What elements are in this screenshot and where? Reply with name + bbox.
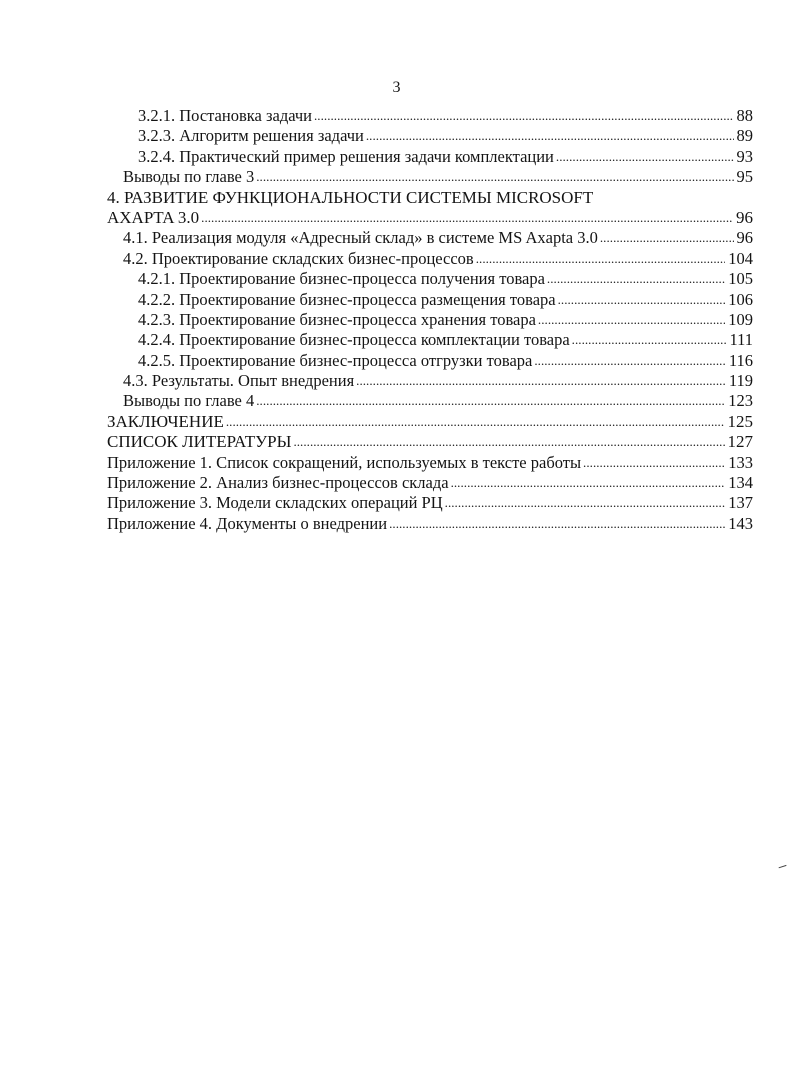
toc-leader-dots <box>389 517 725 530</box>
toc-entry-title: 3.2.4. Практический пример решения задачи комплектации <box>138 146 554 166</box>
toc-entry-row <box>107 432 753 452</box>
toc-entry-page: 143 <box>728 513 753 533</box>
toc-entry <box>0 228 793 248</box>
toc-entry <box>0 351 793 371</box>
toc-entry-row <box>138 351 753 371</box>
toc-entry <box>0 432 793 452</box>
toc-entry-row <box>107 208 753 228</box>
toc-entry <box>0 208 793 228</box>
toc-leader-dots <box>366 129 734 142</box>
toc-leader-dots <box>314 109 734 122</box>
toc-leader-dots <box>534 354 726 367</box>
toc-entry-page: 111 <box>729 330 753 350</box>
toc-leader-dots <box>558 293 726 306</box>
toc-entry-page: 95 <box>736 167 753 187</box>
toc-leader-dots <box>600 231 734 244</box>
toc-entry-page: 123 <box>728 391 753 411</box>
toc-entry <box>0 453 793 473</box>
toc-entry-row <box>107 473 753 493</box>
toc-leader-dots <box>256 170 733 183</box>
table-of-contents <box>0 106 793 534</box>
toc-entry-row <box>107 514 753 534</box>
toc-entry-row <box>138 106 753 126</box>
toc-entry-title: 4.2.3. Проектирование бизнес-процесса хранения товара <box>138 309 536 329</box>
toc-entry-title: Приложение 2. Анализ бизнес-процессов склада <box>107 473 449 493</box>
toc-entry-title: ЗАКЛЮЧЕНИЕ <box>107 411 224 431</box>
toc-entry-row <box>123 167 753 187</box>
toc-entry-row <box>123 228 753 248</box>
toc-entry-page: 109 <box>728 309 753 329</box>
toc-leader-dots <box>476 252 726 265</box>
toc-entry <box>0 269 793 289</box>
toc-entry <box>0 514 793 534</box>
toc-entry <box>0 290 793 310</box>
toc-entry-title: 4.3. Результаты. Опыт внедрения <box>123 371 355 391</box>
toc-entry-page: 106 <box>728 289 753 309</box>
toc-entry-page: 133 <box>728 452 753 472</box>
toc-entry-row <box>107 493 753 513</box>
toc-entry <box>0 188 793 208</box>
toc-entry <box>0 147 793 167</box>
toc-entry <box>0 493 793 513</box>
toc-entry-row <box>123 371 753 391</box>
toc-entry-page: 96 <box>736 228 753 248</box>
toc-entry <box>0 106 793 126</box>
toc-entry-page: 125 <box>727 411 753 431</box>
toc-entry-row <box>138 290 753 310</box>
toc-entry-title: Выводы по главе 4 <box>123 391 255 411</box>
toc-leader-dots <box>572 333 727 346</box>
toc-entry-page: 134 <box>728 473 753 493</box>
toc-entry <box>0 371 793 391</box>
toc-entry <box>0 473 793 493</box>
toc-leader-dots <box>293 435 724 448</box>
toc-leader-dots <box>583 456 725 469</box>
toc-entry-page: 105 <box>728 269 753 289</box>
toc-entry-page: 93 <box>736 146 753 166</box>
toc-entry-row <box>107 453 753 473</box>
toc-entry-page: 116 <box>728 350 753 370</box>
toc-entry-title: 4.2.2. Проектирование бизнес-процесса размещения товара <box>138 289 556 309</box>
toc-entry-row <box>107 188 753 208</box>
toc-leader-dots <box>226 415 725 428</box>
toc-entry-page: 119 <box>728 371 753 391</box>
toc-entry-title: AXAPTA 3.0 <box>107 207 200 227</box>
toc-entry-page: 104 <box>728 248 753 268</box>
toc-entry <box>0 126 793 146</box>
toc-entry-title: Приложение 1. Список сокращений, используемых в тексте работы <box>107 452 582 472</box>
toc-leader-dots <box>256 394 725 407</box>
toc-entry-page: 137 <box>728 493 753 513</box>
toc-entry-page: 89 <box>736 126 753 146</box>
toc-leader-dots <box>556 150 734 163</box>
toc-entry-title: 4.2.4. Проектирование бизнес-процесса комплектации товара <box>138 330 570 350</box>
toc-entry <box>0 330 793 350</box>
toc-entry-title: СПИСОК ЛИТЕРАТУРЫ <box>107 432 292 452</box>
toc-entry-page: 127 <box>727 432 753 452</box>
toc-entry-title: 3.2.3. Алгоритм решения задачи <box>138 126 364 146</box>
toc-entry-title: Приложение 3. Модели складских операций РЦ <box>107 493 443 513</box>
toc-entry-title: 4.2.5. Проектирование бизнес-процесса отгрузки товара <box>138 350 533 370</box>
toc-entry <box>0 391 793 411</box>
toc-entry-row <box>138 269 753 289</box>
toc-entry <box>0 310 793 330</box>
toc-entry <box>0 412 793 432</box>
toc-leader-dots <box>451 476 726 489</box>
toc-leader-dots <box>547 272 725 285</box>
scan-mark <box>779 865 788 871</box>
toc-entry-title: 4.2. Проектирование складских бизнес-процессов <box>123 248 474 268</box>
toc-entry-row <box>138 126 753 146</box>
page-number: 3 <box>392 79 401 96</box>
toc-entry-title: 4.1. Реализация модуля «Адресный склад» в системе MS Axapta 3.0 <box>123 228 598 248</box>
toc-entry-row <box>123 391 753 411</box>
toc-entry <box>0 167 793 187</box>
toc-entry-title: 4. РАЗВИТИЕ ФУНКЦИОНАЛЬНОСТИ СИСТЕМЫ MICROSOFT <box>107 187 594 207</box>
toc-entry-title: 4.2.1. Проектирование бизнес-процесса получения товара <box>138 269 545 289</box>
toc-leader-dots <box>356 374 726 387</box>
toc-entry-row <box>138 330 753 350</box>
toc-entry-page: 96 <box>736 207 753 227</box>
toc-entry-row <box>138 147 753 167</box>
toc-entry-row <box>107 412 753 432</box>
toc-entry-title: Выводы по главе 3 <box>123 167 255 187</box>
toc-leader-dots <box>445 496 726 509</box>
toc-entry-page: 88 <box>736 106 753 125</box>
toc-entry-row <box>138 310 753 330</box>
toc-entry-row <box>123 249 753 269</box>
toc-entry-title: 3.2.1. Постановка задачи <box>138 106 312 125</box>
toc-entry <box>0 249 793 269</box>
toc-entry-title: Приложение 4. Документы о внедрении <box>107 513 388 533</box>
toc-leader-dots <box>201 211 733 224</box>
toc-leader-dots <box>538 313 725 326</box>
